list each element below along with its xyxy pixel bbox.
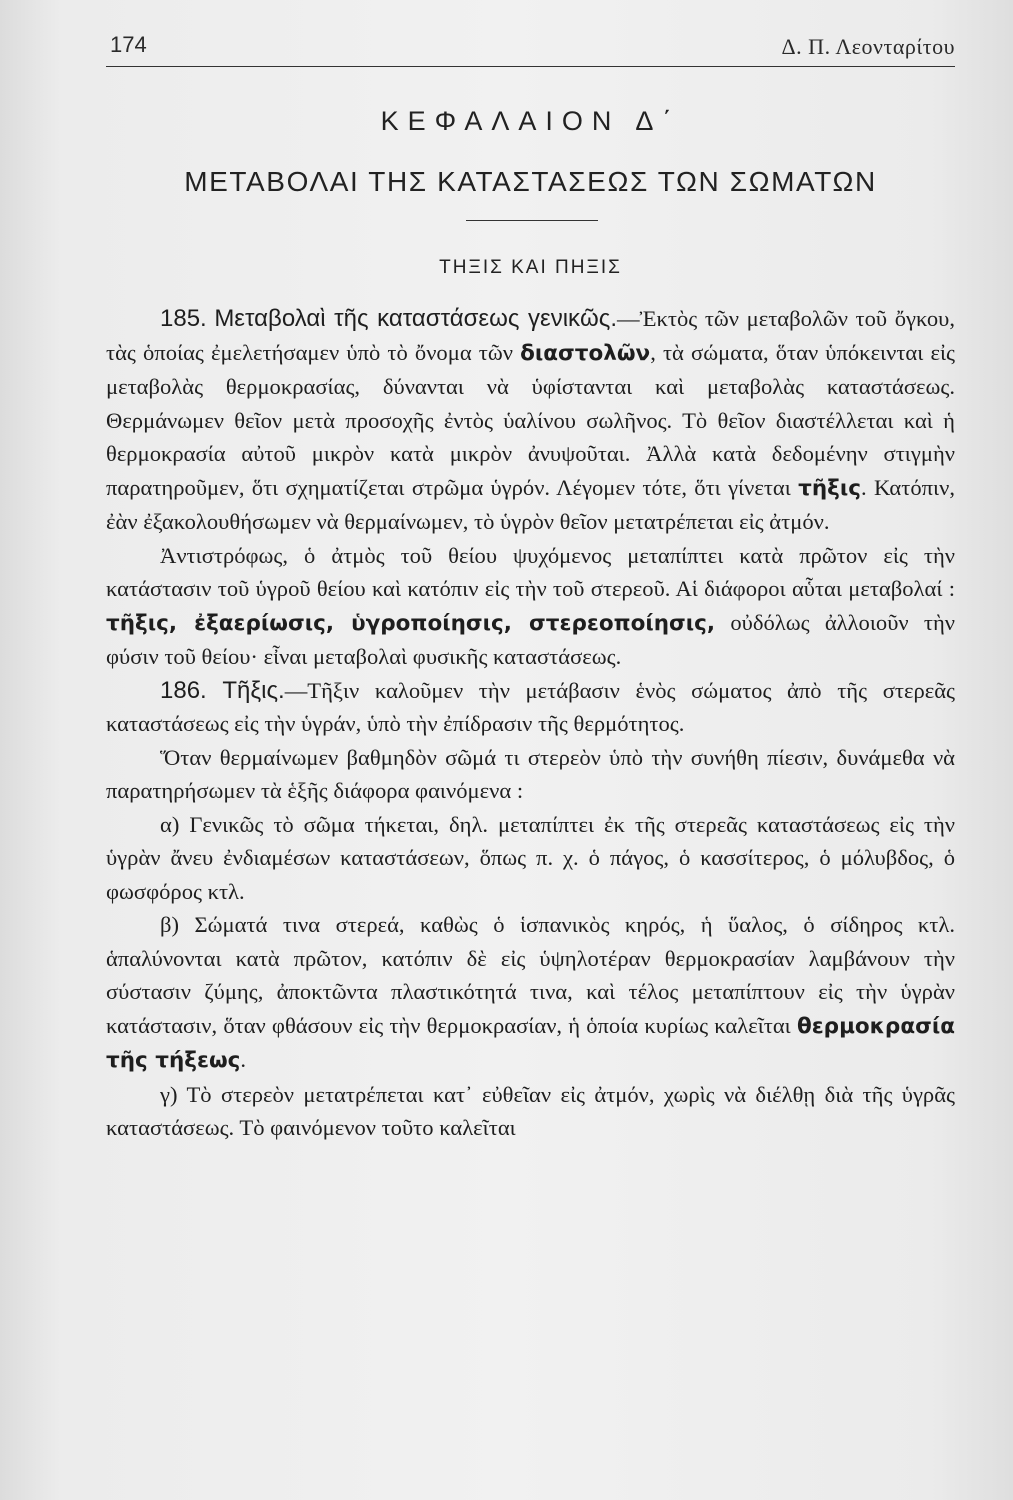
paragraph-186-b: [106, 908, 955, 1078]
paragraph-186-c: γ) Τὸ στερεὸν μετατρέπεται κατ᾿ εὐθεῖαν εἰς ἀτμόν, χωρὶς νὰ διέλθῃ διὰ τῆς ὑγρᾶς καταστάσεως. Τὸ φαινόμενον τοῦτο καλεῖται: [106, 1081, 955, 1140]
section-number-186: 186.: [160, 676, 207, 704]
section-number-185: 185.: [160, 305, 207, 332]
text-185-1: —Ἐκτὸς τῶν μεταβολῶν τοῦ ὄγκου, τὰς ὁποίας ἐμελετήσαμεν ὑπὸ τὸ ὄνομα τῶν: [106, 306, 956, 365]
chapter-label: ΚΕΦΑΛΑΙΟΝ Δ΄: [380, 106, 681, 136]
running-head-author: Δ. Π. Λεονταρίτου: [781, 34, 955, 59]
paragraph-186-a: α) Γενικῶς τὸ σῶμα τήκεται, δηλ. μεταπίπτει ἐκ τῆς στερεᾶς καταστάσεως εἰς τὴν ὑγρὰν ἄνευ ἐνδιαμέσων καταστάσεων, ὅπως π. χ. ὁ πάγος, ὁ κασσίτερος, ὁ μόλυβδος, ὁ φωσφόρος κτλ.: [106, 811, 955, 904]
term-melting-point: θερμοκρασία τῆς τήξεως: [106, 1013, 955, 1073]
text-186-b1: β) Σώματά τινα στερεά, καθὼς ὁ ἱσπανικὸς κηρός, ἡ ὕαλος, ὁ σίδηρος κτλ. ἁπαλύνονται κατὰ πρῶτον, κατόπιν δὲ εἰς ὑψηλοτέραν θερμοκρασίαν λαμβάνουν τὴν σύστασιν ζύμης, ἀποκτῶντα πλαστικότητά τινα, καὶ τέλος μεταπίπτουν εἰς τὴν ὑγρὰν κατάστασιν, ὅταν φθάσουν εἰς τὴν θερμοκρασίαν, ἡ ὁποία κυρίως καλεῖται: [106, 912, 955, 1038]
paragraph-186: [106, 674, 955, 741]
text-186-b2: .: [240, 1047, 247, 1072]
chapter-title: ΜΕΤΑΒΟΛΑΙ ΤΗΣ ΚΑΤΑΣΤΑΣΕΩΣ ΤΩΝ ΣΩΜΑΤΩΝ: [184, 166, 877, 197]
section-heading-185: Μεταβολαὶ τῆς καταστάσεως γενικῶς.: [214, 305, 618, 332]
text-185-2: , τὰ σώματα, ὅταν ὑπόκεινται εἰς μεταβολὰς θερμοκρασίας, δύνανται νὰ ὑφίστανται καὶ μεταβολὰς καταστάσεως. Θερμάνωμεν θεῖον μετὰ προσοχῆς ἐντὸς ὑαλίνου σωλῆνος. Τὸ θεῖον διαστέλλεται καὶ ἡ θερμοκρασία αὐτοῦ μικρὸν κατὰ μικρὸν ἀνυψοῦται. Ἀλλὰ κατὰ δεδομένην στιγμὴν παρατηροῦμεν, ὅτι σχηματίζεται στρῶμα ὑγρόν. Λέγομεν τότε, ὅτι γίνεται: [106, 339, 955, 500]
term-diastolon: διαστολῶν: [520, 340, 651, 366]
paragraph-185-2: [106, 539, 955, 674]
term-list: τῆξις, ἐξαερίωσις, ὑγροποίησις, στερεοποίησις,: [106, 610, 716, 636]
paragraph-186-2: Ὅταν θερμαίνωμεν βαθμηδὸν σῶμά τι στερεὸν ὑπὸ τὴν συνήθη πίεσιν, δυνάμεθα νὰ παρατηρήσωμεν τὰ ἑξῆς διάφορα φαινόμενα :: [106, 744, 955, 803]
text-185-3: . Κατόπιν, ἐὰν ἐξακολουθήσωμεν νὰ θερμαίνωμεν, τὸ ὑγρὸν θεῖον μετατρέπεται εἰς ἀτμόν.: [106, 474, 955, 534]
term-tixis: τῆξις: [798, 475, 861, 501]
paragraph-185: [106, 302, 955, 539]
running-head: [106, 22, 955, 67]
section-heading: ΤΗΞΙΣ ΚΑΙ ΠΗΞΙΣ: [439, 257, 622, 278]
body-text: [106, 302, 955, 1145]
title-divider: [466, 220, 598, 221]
page-number: 174: [110, 32, 147, 57]
text-185-5: οὐδόλως ἀλλοιοῦν τὴν φύσιν τοῦ θείου· εἶναι μεταβολαὶ φυσικῆς καταστάσεως.: [106, 609, 956, 669]
section-heading-186: Τῆξις.: [222, 676, 285, 704]
text-186-1: —Τῆξιν καλοῦμεν τὴν μετάβασιν ἑνὸς σώματος ἀπὸ τῆς στερεᾶς καταστάσεως εἰς τὴν ὑγράν, ὑπὸ τὴν ἐπίδρασιν τῆς θερμότητος.: [106, 677, 955, 736]
text-185-4: Ἀντιστρόφως, ὁ ἀτμὸς τοῦ θείου ψυχόμενος μεταπίπτει κατὰ πρῶτον εἰς τὴν κατάστασιν τοῦ ὑγροῦ θείου καὶ κατόπιν εἰς τὴν τοῦ στερεοῦ. Αἱ διάφοροι αὗται μεταβολαί :: [106, 542, 955, 601]
